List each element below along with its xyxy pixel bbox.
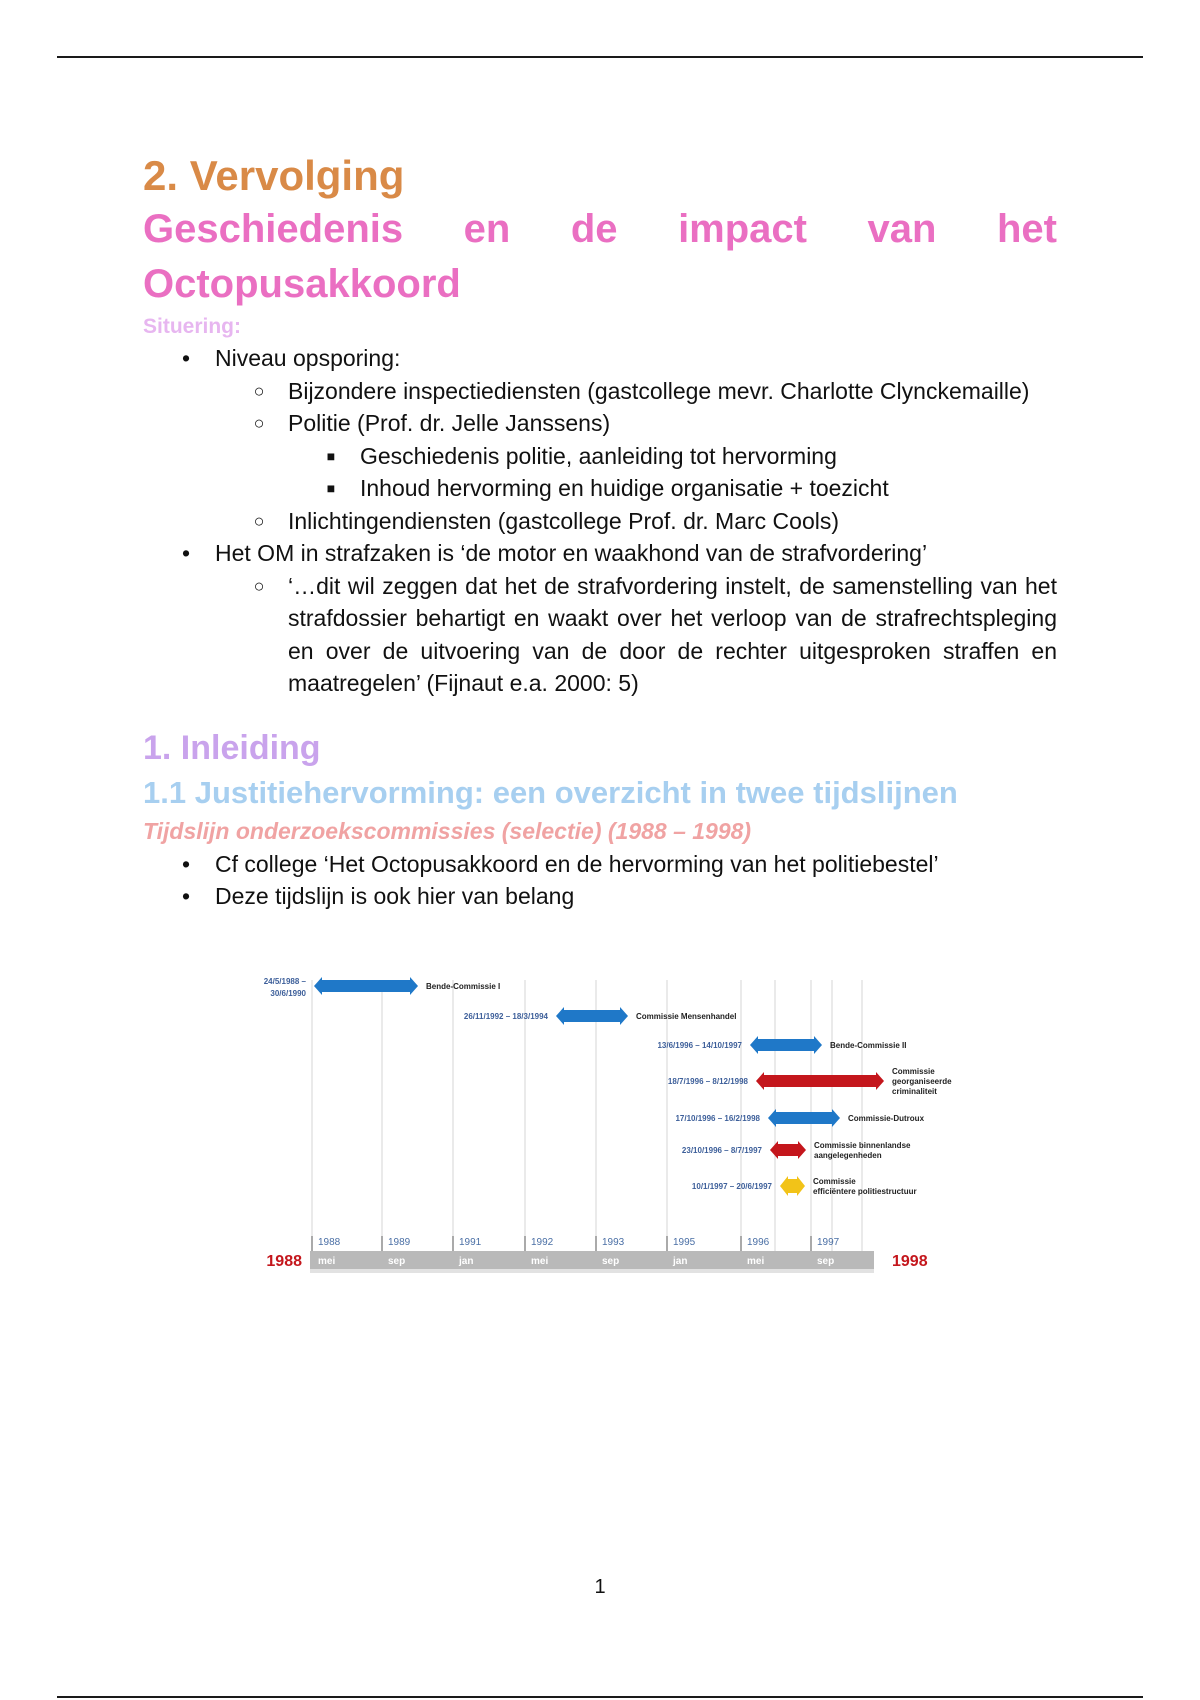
list-item — [143, 570, 1057, 700]
quote-text: ‘…dit wil zeggen dat het de strafvordering instelt, de samenstelling van het strafdossier behartigt en waakt over het verloop van de strafrechtspleging en over de uitvoering van de door de rechter uitgesproken straffen en maatregelen’ (Fijnaut e.a. 2000: 5) — [288, 572, 1057, 696]
timeline-start-label: 1988 — [266, 1253, 302, 1270]
niveau-sublist-2 — [143, 505, 1057, 538]
timeline-end-label: 1998 — [892, 1253, 928, 1270]
om-sublist — [143, 570, 1057, 700]
timeline-bar — [780, 1176, 805, 1196]
timeline-bar — [768, 1109, 840, 1127]
list-item-text: Het OM in strafzaken is ‘de motor en waakhond van de strafvordering’ — [215, 540, 928, 566]
list-item-text: Inhoud hervorming en huidige organisatie + toezicht — [360, 475, 889, 501]
timeline-date-label: 18/7/1996 – 8/12/1998 — [667, 1077, 748, 1086]
axis-year-label: 1992 — [531, 1237, 554, 1248]
om-list — [143, 537, 1057, 570]
timeline-date-label: 17/10/1996 – 16/2/1998 — [675, 1114, 760, 1123]
list-item — [143, 505, 1057, 538]
heading-vervolging: 2. Vervolging — [143, 152, 405, 199]
timeline-name-label: criminaliteit — [892, 1087, 937, 1096]
list-item-text: Politie (Prof. dr. Jelle Janssens) — [288, 410, 611, 436]
timeline-name-label: Bende-Commissie II — [830, 1041, 907, 1050]
heading-situering: Situering: — [143, 315, 241, 338]
timeline-name-label: Bende-Commissie I — [426, 982, 501, 991]
axis-month-label: sep — [817, 1256, 835, 1267]
situering-list — [143, 342, 1057, 375]
timeline-svg — [220, 948, 980, 1288]
politie-sublist — [143, 440, 1057, 505]
timeline-name-label: efficiëntere politiestructuur — [813, 1187, 917, 1196]
heading-inleiding: 1. Inleiding — [143, 728, 321, 767]
axis-year-label: 1989 — [388, 1237, 411, 1248]
heading-justitiehervorming: 1.1 Justitiehervorming: een overzicht in twee tijdslijnen — [143, 774, 958, 810]
timeline-date-label: 10/1/1997 – 20/6/1997 — [691, 1182, 772, 1191]
axis-shadow — [310, 1269, 874, 1273]
list-item — [143, 880, 1057, 913]
list-item — [143, 342, 1057, 375]
bullet-circle: ○ — [253, 413, 265, 433]
heading-tijdslijn: Tijdslijn onderzoekscommissies (selectie) (1988 – 1998) — [143, 817, 752, 844]
list-item — [143, 407, 1057, 440]
timeline-date-label: 13/6/1996 – 14/10/1997 — [657, 1041, 742, 1050]
timeline-name-label: Commissie — [813, 1177, 856, 1186]
axis-month-label: mei — [318, 1256, 336, 1267]
bullet-square: ■ — [326, 447, 336, 464]
bullet-circle: ○ — [253, 510, 265, 531]
bullet-circle: ○ — [253, 575, 265, 596]
list-item-text: Cf college ‘Het Octopusakkoord en de hervorming van het politiebestel’ — [215, 850, 939, 877]
timeline-figure — [220, 948, 980, 1288]
timeline-date-label: 26/11/1992 – 18/3/1994 — [463, 1012, 548, 1021]
axis-year-label: 1995 — [673, 1237, 696, 1248]
axis-year-label: 1997 — [817, 1237, 840, 1248]
page-content — [143, 150, 1057, 913]
list-item — [143, 375, 1057, 408]
page-number: 1 — [594, 1576, 606, 1598]
timeline-name-label: Commissie binnenlandse — [814, 1141, 911, 1150]
timeline-name-label: aangelegenheden — [814, 1151, 882, 1160]
axis-month-label: jan — [673, 1256, 688, 1267]
axis-month-label: mei — [531, 1256, 549, 1267]
axis-year-label: 1988 — [318, 1237, 341, 1248]
timeline-bar — [314, 977, 418, 995]
axis-month-label: sep — [602, 1256, 620, 1267]
list-item — [143, 537, 1057, 570]
bottom-rule — [57, 1696, 1143, 1698]
axis-month-label: jan — [459, 1256, 474, 1267]
timeline-date-label: 30/6/1990 — [270, 989, 306, 998]
timeline-date-label: 23/10/1996 – 8/7/1997 — [681, 1146, 762, 1155]
axis-month-label: mei — [747, 1256, 765, 1267]
list-item — [143, 848, 1057, 881]
axis-year-label: 1991 — [459, 1237, 482, 1248]
timeline-date-label: 24/5/1988 – — [263, 977, 306, 986]
axis-month-label: sep — [388, 1256, 406, 1267]
top-rule — [57, 56, 1143, 58]
list-item-text: Bijzondere inspectiediensten (gastcollege mevr. Charlotte Clynckemaille) — [288, 377, 1030, 404]
list-item — [143, 440, 1057, 473]
axis-year-label: 1993 — [602, 1237, 625, 1248]
bullet-disc: • — [181, 345, 191, 371]
tijdslijn-list — [143, 848, 1057, 913]
timeline-name-label: Commissie-Dutroux — [848, 1114, 925, 1123]
heading-title: Geschiedenis en de impact van het Octopusakkoord — [143, 207, 1057, 306]
bullet-disc: • — [181, 850, 191, 877]
bullet-disc: • — [181, 883, 191, 909]
list-item-text: Deze tijdslijn is ook hier van belang — [215, 883, 575, 909]
bullet-square: ■ — [326, 480, 336, 496]
list-item-text: Niveau opsporing: — [215, 345, 401, 371]
list-item — [143, 472, 1057, 505]
list-item-text: Inlichtingendiensten (gastcollege Prof. dr. Marc Cools) — [288, 507, 840, 534]
bullet-circle: ○ — [253, 380, 265, 401]
niveau-sublist — [143, 375, 1057, 440]
timeline-name-label: Commissie — [892, 1067, 935, 1076]
timeline-name-label: georganiseerde — [892, 1077, 952, 1086]
list-item-text: Geschiedenis politie, aanleiding tot hervorming — [360, 442, 837, 469]
bullet-disc: • — [181, 540, 191, 566]
timeline-bar — [556, 1007, 628, 1025]
timeline-name-label: Commissie Mensenhandel — [636, 1012, 737, 1021]
axis-year-label: 1996 — [747, 1237, 770, 1248]
